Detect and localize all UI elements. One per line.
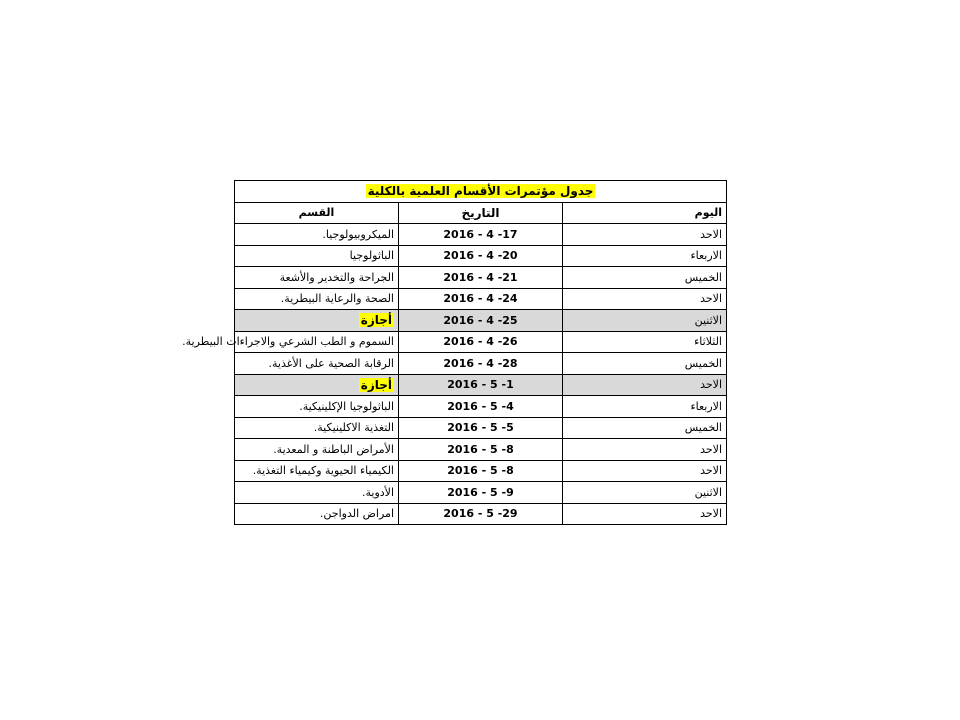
header-dept: القسم (235, 202, 399, 224)
date-text: 2016 - 4 -28 (443, 356, 518, 370)
table-row (235, 396, 727, 418)
table-row (235, 267, 727, 289)
date-cell (399, 288, 563, 310)
date-cell (399, 245, 563, 267)
dept-cell: امراض الدواجن. (235, 503, 399, 525)
date-text: 2016 - 4 -25 (443, 313, 518, 327)
title-cell (235, 181, 727, 203)
table-row (235, 503, 727, 525)
holiday-label: أجازة (360, 377, 392, 392)
date-text: 2016 - 5 -1 (447, 378, 514, 392)
date-cell (399, 331, 563, 353)
date-cell (399, 396, 563, 418)
header-date: التاريخ (399, 202, 563, 224)
date-cell (399, 439, 563, 461)
table-row (235, 245, 727, 267)
date-text: 2016 - 4 -21 (443, 270, 518, 284)
dept-cell: التغذية الاكلينيكية. (235, 417, 399, 439)
date-cell (399, 460, 563, 482)
table-row (235, 331, 727, 353)
dept-cell: الأدوية. (235, 482, 399, 504)
date-cell (399, 503, 563, 525)
date-cell (399, 224, 563, 246)
dept-cell: الجراحة والتخدير والأشعة (235, 267, 399, 289)
date-text: 2016 - 4 -20 (443, 249, 518, 263)
dept-cell: الرقابة الصحية على الأغذية. (235, 353, 399, 375)
date-cell (399, 417, 563, 439)
dept-cell: الميكروبيولوجيا. (235, 224, 399, 246)
dept-cell: الباثولوجيا الإكلينيكية. (235, 396, 399, 418)
header-day: اليوم (563, 202, 727, 224)
date-text: 2016 - 4 -17 (443, 227, 518, 241)
day-cell: الاحد (563, 374, 727, 396)
date-cell (399, 267, 563, 289)
day-cell: الاحد (563, 224, 727, 246)
dept-cell (235, 310, 399, 332)
table-row (235, 482, 727, 504)
day-cell: الاحد (563, 460, 727, 482)
dept-cell: السموم و الطب الشرعي والاجراءات البيطرية. (235, 331, 399, 353)
day-cell: الخميس (563, 353, 727, 375)
dept-cell: الباثولوجيا (235, 245, 399, 267)
day-cell: الخميس (563, 417, 727, 439)
day-cell: الاربعاء (563, 245, 727, 267)
date-cell (399, 310, 563, 332)
dept-cell: الأمراض الباطنة و المعدية. (235, 439, 399, 461)
date-text: 2016 - 5 -8 (447, 442, 514, 456)
dept-cell: الصحة والرعاية البيطرية. (235, 288, 399, 310)
day-cell: الاثنين (563, 482, 727, 504)
date-cell (399, 482, 563, 504)
day-cell: الاحد (563, 439, 727, 461)
day-cell: الاربعاء (563, 396, 727, 418)
dept-cell (235, 374, 399, 396)
date-text: 2016 - 5 -29 (443, 507, 518, 521)
day-cell: الاحد (563, 503, 727, 525)
table-row (235, 224, 727, 246)
holiday-label: أجازة (360, 313, 392, 328)
day-cell: الخميس (563, 267, 727, 289)
header-row (235, 202, 727, 224)
date-cell (399, 374, 563, 396)
date-text: 2016 - 5 -4 (447, 399, 514, 413)
day-cell: الاثنين (563, 310, 727, 332)
table-row (235, 460, 727, 482)
title-row (235, 181, 727, 203)
date-text: 2016 - 4 -26 (443, 335, 518, 349)
date-text: 2016 - 4 -24 (443, 292, 518, 306)
table-row (235, 417, 727, 439)
dept-cell: الكيمياء الحيوية وكيمياء التغذية. (235, 460, 399, 482)
day-cell: الثلاثاء (563, 331, 727, 353)
date-text: 2016 - 5 -9 (447, 485, 514, 499)
table-row (235, 374, 727, 396)
table-row (235, 288, 727, 310)
table-row (235, 310, 727, 332)
table-row (235, 439, 727, 461)
schedule-table (182, 180, 727, 525)
date-cell (399, 353, 563, 375)
day-cell: الاحد (563, 288, 727, 310)
table-title: جدول مؤتمرات الأقسام العلمية بالكلية (367, 184, 594, 199)
table-row (235, 353, 727, 375)
date-text: 2016 - 5 -5 (447, 421, 514, 435)
date-text: 2016 - 5 -8 (447, 464, 514, 478)
